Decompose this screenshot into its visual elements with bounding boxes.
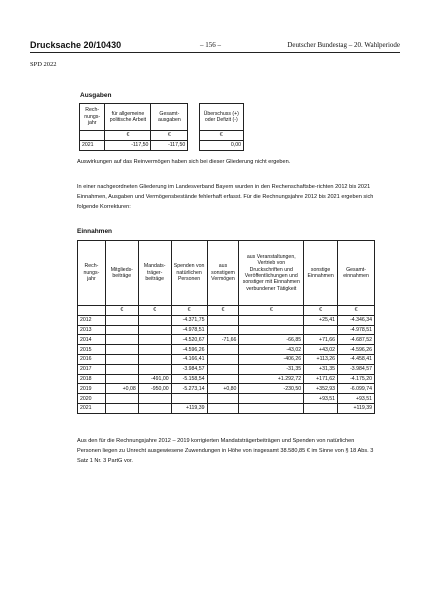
year-cell: 2021	[78, 403, 106, 413]
value-cell	[207, 403, 239, 413]
value-cell	[207, 394, 239, 404]
value-cell	[138, 403, 171, 413]
year-cell: 2019	[78, 384, 106, 394]
value-cell: -3.984,57	[338, 364, 375, 374]
value-cell	[171, 394, 207, 404]
value-cell: -230,50	[239, 384, 304, 394]
table-row	[78, 384, 375, 394]
col-header: aus sonstigem Vermögen	[207, 241, 239, 306]
ausgaben-table	[79, 103, 244, 151]
value-cell: -4.458,41	[338, 354, 375, 364]
value-cell	[207, 364, 239, 374]
value-cell: +113,26	[304, 354, 338, 364]
value-cell: -31,35	[239, 364, 304, 374]
unit-cell: €	[138, 306, 171, 316]
einnahmen-table	[77, 240, 375, 414]
value-cell	[239, 325, 304, 335]
table-row	[78, 364, 375, 374]
value-cell: -4.175,20	[338, 374, 375, 384]
party-year: SPD 2022	[30, 61, 57, 68]
value-cell: +171,62	[304, 374, 338, 384]
unit-cell: €	[199, 131, 244, 141]
unit-cell: €	[207, 306, 239, 316]
value-cell: -4.596,26	[171, 345, 207, 355]
table-row	[78, 325, 375, 335]
value-cell: -43,02	[239, 345, 304, 355]
value-cell: +119,39	[338, 403, 375, 413]
value-cell	[105, 345, 138, 355]
value-cell	[138, 364, 171, 374]
value-cell: -3.984,57	[171, 364, 207, 374]
value-cell: -950,00	[138, 384, 171, 394]
year-cell: 2017	[78, 364, 106, 374]
value-cell	[207, 345, 239, 355]
value-cell: 0,00	[199, 140, 244, 150]
page-number: – 156 –	[200, 41, 221, 49]
value-cell: -117,50	[105, 140, 151, 150]
year-cell: 2020	[78, 394, 106, 404]
value-cell: -4.596,26	[338, 345, 375, 355]
text-bayern: In einer nachgeordneten Gliederung im Landesverband Bayern wurden in den Rechenschaftsbe-richten 2012 bis 2021 Einnahmen, Ausgaben und Vermögensbestände fehlerhaft erfasst. Für die Rechnungsjahre 2012 bis 2021 ergeben sich folgende Korrekturen:	[77, 184, 374, 210]
value-cell	[105, 364, 138, 374]
ausgaben-title: Ausgaben	[80, 92, 112, 99]
value-cell: -5.158,54	[171, 374, 207, 384]
table-row	[78, 403, 375, 413]
value-cell	[138, 325, 171, 335]
table-row	[78, 335, 375, 345]
value-cell	[239, 315, 304, 325]
value-cell	[304, 403, 338, 413]
value-cell: -406,26	[239, 354, 304, 364]
value-cell	[105, 374, 138, 384]
year-cell: 2013	[78, 325, 106, 335]
text-reinvermoegen: Auswirkungen auf das Reinvermögen haben sich bei dieser Gliederung nicht ergeben.	[77, 159, 291, 165]
col-header: Gesamt-ausgaben	[151, 104, 188, 131]
year-cell: 2016	[78, 354, 106, 364]
year-cell: 2014	[78, 335, 106, 345]
value-cell: -6.099,74	[338, 384, 375, 394]
unit-cell: €	[105, 306, 138, 316]
value-cell	[105, 325, 138, 335]
value-cell: +0,08	[105, 384, 138, 394]
publisher: Deutscher Bundestag – 20. Wahlperiode	[287, 41, 400, 49]
unit-cell: €	[338, 306, 375, 316]
value-cell	[138, 315, 171, 325]
value-cell: +93,51	[338, 394, 375, 404]
unit-cell: €	[105, 131, 151, 141]
value-cell	[105, 394, 138, 404]
value-cell	[138, 345, 171, 355]
col-header: Mandats-träger-beiträge	[138, 241, 171, 306]
table-row	[78, 345, 375, 355]
value-cell: -5.273,14	[171, 384, 207, 394]
col-header: für allgemeine politische Arbeit	[105, 104, 151, 131]
col-header: Mitglieds-beiträge	[105, 241, 138, 306]
text-bottom: Aus den für die Rechnungsjahre 2012 – 2019 korrigierten Mandatsträgerbeiträgen und Spenden von natürlichen Personen liegen zu Unrecht ausgewiesene Zuwendungen in Höhe von insgesamt 38.580,85 € im Sinne von § 18 Abs. 3 Satz 1 Nr. 3 PartG vor.	[77, 438, 374, 464]
value-cell	[105, 315, 138, 325]
value-cell	[239, 394, 304, 404]
value-cell: +43,02	[304, 345, 338, 355]
table-row	[78, 315, 375, 325]
value-cell	[105, 403, 138, 413]
value-cell: +1.292,72	[239, 374, 304, 384]
value-cell: -4.978,51	[171, 325, 207, 335]
table-row	[78, 374, 375, 384]
table-row	[78, 394, 375, 404]
value-cell	[239, 403, 304, 413]
value-cell: +352,93	[304, 384, 338, 394]
col-header: Gesamt-einnahmen	[338, 241, 375, 306]
value-cell	[138, 354, 171, 364]
col-header: sonstige Einnahmen	[304, 241, 338, 306]
value-cell: -71,66	[207, 335, 239, 345]
value-cell: -491,00	[138, 374, 171, 384]
col-header: Spenden von natürlichen Personen	[171, 241, 207, 306]
col-header: Überschuss (+) oder Defizit (-)	[199, 104, 244, 131]
value-cell: -4.520,67	[171, 335, 207, 345]
col-header: aus Veranstaltungen, Vertrieb von Druckschriften und Veröffentlichungen und sonstiger mit Einnahmen verbundener Tätigkeit	[239, 241, 304, 306]
value-cell	[207, 325, 239, 335]
value-cell: +71,66	[304, 335, 338, 345]
doc-number-value: 10430	[96, 40, 122, 50]
value-cell: -4.687,52	[338, 335, 375, 345]
doc-number	[30, 40, 121, 50]
year-cell: 2018	[78, 374, 106, 384]
unit-cell: €	[151, 131, 188, 141]
value-cell: +93,51	[304, 394, 338, 404]
value-cell	[304, 325, 338, 335]
table-row	[78, 354, 375, 364]
value-cell	[138, 335, 171, 345]
value-cell	[138, 394, 171, 404]
unit-cell: €	[304, 306, 338, 316]
page-header	[30, 40, 400, 53]
value-cell: +31,35	[304, 364, 338, 374]
value-cell	[207, 354, 239, 364]
value-cell: +0,80	[207, 384, 239, 394]
value-cell: +119,39	[171, 403, 207, 413]
col-header: Rech-nungs-jahr	[80, 104, 105, 131]
year-cell: 2021	[80, 140, 105, 150]
year-cell: 2015	[78, 345, 106, 355]
value-cell	[207, 315, 239, 325]
value-cell: -4.978,51	[338, 325, 375, 335]
value-cell	[105, 354, 138, 364]
unit-cell: €	[239, 306, 304, 316]
value-cell: +25,41	[304, 315, 338, 325]
value-cell: -66,85	[239, 335, 304, 345]
year-cell: 2012	[78, 315, 106, 325]
doc-number-prefix: Drucksache 20/	[30, 40, 97, 50]
value-cell	[207, 374, 239, 384]
value-cell	[105, 335, 138, 345]
value-cell: -4.371,75	[171, 315, 207, 325]
value-cell: -4.346,34	[338, 315, 375, 325]
col-header: Rech-nungs-jahr	[78, 241, 106, 306]
einnahmen-title: Einnahmen	[77, 228, 113, 235]
value-cell: -117,50	[151, 140, 188, 150]
unit-cell: €	[171, 306, 207, 316]
value-cell: -4.166,41	[171, 354, 207, 364]
